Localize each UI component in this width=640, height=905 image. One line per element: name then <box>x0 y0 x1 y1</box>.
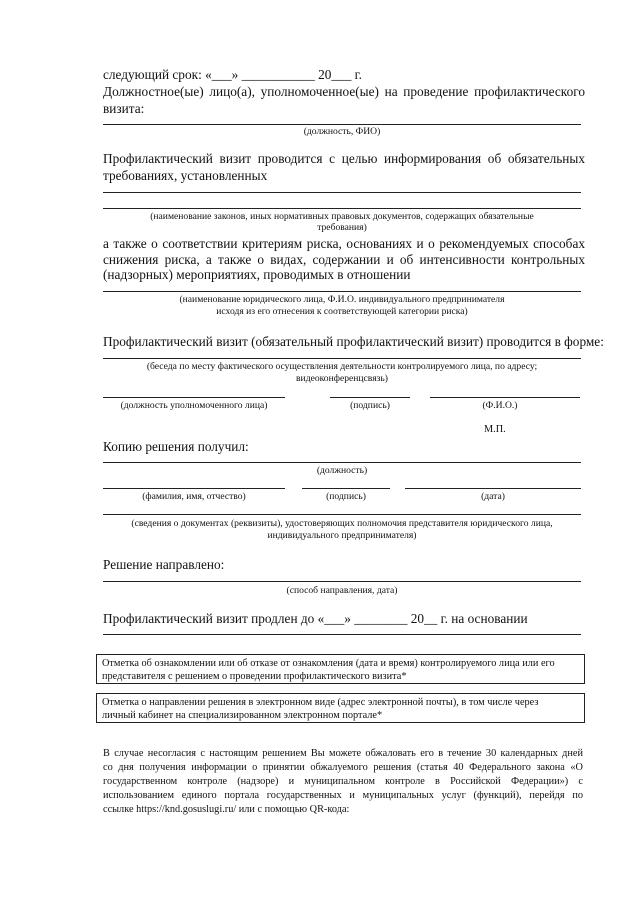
caption-official-position: (должность уполномоченного лица) <box>120 400 268 411</box>
caption-method: (способ направления, дата) <box>286 585 398 596</box>
risk-line-3: (надзорных) мероприятиях, проводимых в отношении <box>103 267 411 282</box>
caption-form-2: видеоконференцсвязь) <box>296 373 388 384</box>
officials-field[interactable] <box>103 124 581 125</box>
recipient-position-field[interactable] <box>103 462 581 463</box>
box1-line-2: представителя с решением о проведении профилактического визита* <box>102 671 407 682</box>
caption-entity-1: (наименование юридического лица, Ф.И.О. индивидуального предпринимателя <box>179 294 505 305</box>
box2-line-2: личный кабинет на специализированном электронном портале* <box>102 710 383 721</box>
purpose-line-1: Профилактический визит проводится с целью информирования об обязательных <box>103 151 585 166</box>
caption-form-1: (беседа по месту фактического осуществления деятельности контролируемого лица, по адресу; <box>146 361 538 372</box>
official-signature-field[interactable] <box>330 397 410 398</box>
caption-signature-1: (подпись) <box>350 400 390 411</box>
recipient-name-field[interactable] <box>103 488 285 489</box>
caption-docs-1: (сведения о документах (реквизиты), удостоверяющих полномочия представителя юридического лица, <box>131 518 553 529</box>
appeal-line-5: ссылке https://knd.gosuslugi.ru/ или с помощью QR-кода: <box>103 804 350 815</box>
deadline-line: следующий срок: «___» ___________ 20___ г. <box>103 67 362 82</box>
box2-line-1: Отметка о направлении решения в электронном виде (адрес электронной почты), в том числе через <box>102 697 539 708</box>
authority-docs-field[interactable] <box>103 514 581 515</box>
laws-field-2[interactable] <box>103 208 581 209</box>
recipient-date-field[interactable] <box>405 488 581 489</box>
official-position-field[interactable] <box>103 397 285 398</box>
acknowledgement-box[interactable] <box>96 654 585 684</box>
official-fio-field[interactable] <box>430 397 580 398</box>
extended-line: Профилактический визит продлен до «___» ________ 20__ г. на основании <box>103 611 528 626</box>
decision-sent-label: Решение направлено: <box>103 557 225 572</box>
caption-fio-1: (Ф.И.О.) <box>482 400 518 411</box>
risk-line-1: а также о соответствии критериям риска, основаниях и о рекомендуемых способах <box>103 236 585 251</box>
caption-position-fio: (должность, ФИО) <box>303 126 381 137</box>
caption-laws-1: (наименование законов, иных нормативных правовых документов, содержащих обязательные <box>150 211 534 222</box>
caption-docs-2: индивидуального предпринимателя) <box>267 530 417 541</box>
send-method-field[interactable] <box>103 581 581 582</box>
caption-signature-2: (подпись) <box>326 491 366 502</box>
appeal-line-2: со дня получения информации о принятии обжалуемого решения (статья 40 Федерального закона «О <box>103 762 583 773</box>
appeal-line-4: использованием единого портала государственных и муниципальных услуг (функций), перейдя по <box>103 790 583 801</box>
caption-entity-2: исходя из его отнесения к соответствующей категории риска) <box>216 306 468 317</box>
entity-field[interactable] <box>103 291 581 292</box>
recipient-signature-field[interactable] <box>302 488 390 489</box>
officials-line-1: Должностное(ые) лицо(а), уполномоченное(ые) на проведение профилактического <box>103 84 585 99</box>
caption-position: (должность) <box>316 465 368 476</box>
caption-full-name: (фамилия, имя, отчество) <box>142 491 246 502</box>
laws-field-1[interactable] <box>103 192 581 193</box>
appeal-line-1: В случае несогласия с настоящим решением Вы можете обжаловать его в течение 30 календарных дней <box>103 748 583 759</box>
caption-date: (дата) <box>481 491 505 502</box>
electronic-delivery-box[interactable] <box>96 693 585 723</box>
extension-basis-field[interactable] <box>103 634 581 635</box>
officials-line-2: визита: <box>103 101 145 116</box>
form-line: Профилактический визит (обязательный профилактический визит) проводится в форме: <box>103 334 604 349</box>
caption-laws-2: требования) <box>317 222 367 233</box>
risk-line-2: снижения риска, а также о видах, содержании и об интенсивности контрольных <box>103 252 585 267</box>
appeal-line-3: государственном контроле (надзоре) и муниципальном контроле в Российской Федерации») с <box>103 776 583 787</box>
purpose-line-2: требованиях, установленных <box>103 168 268 183</box>
box1-line-1: Отметка об ознакомлении или об отказе от ознакомления (дата и время) контролируемого лица или его <box>102 658 555 669</box>
form-field[interactable] <box>103 358 581 359</box>
copy-received-label: Копию решения получил: <box>103 439 249 454</box>
stamp-mark: М.П. <box>484 424 506 435</box>
